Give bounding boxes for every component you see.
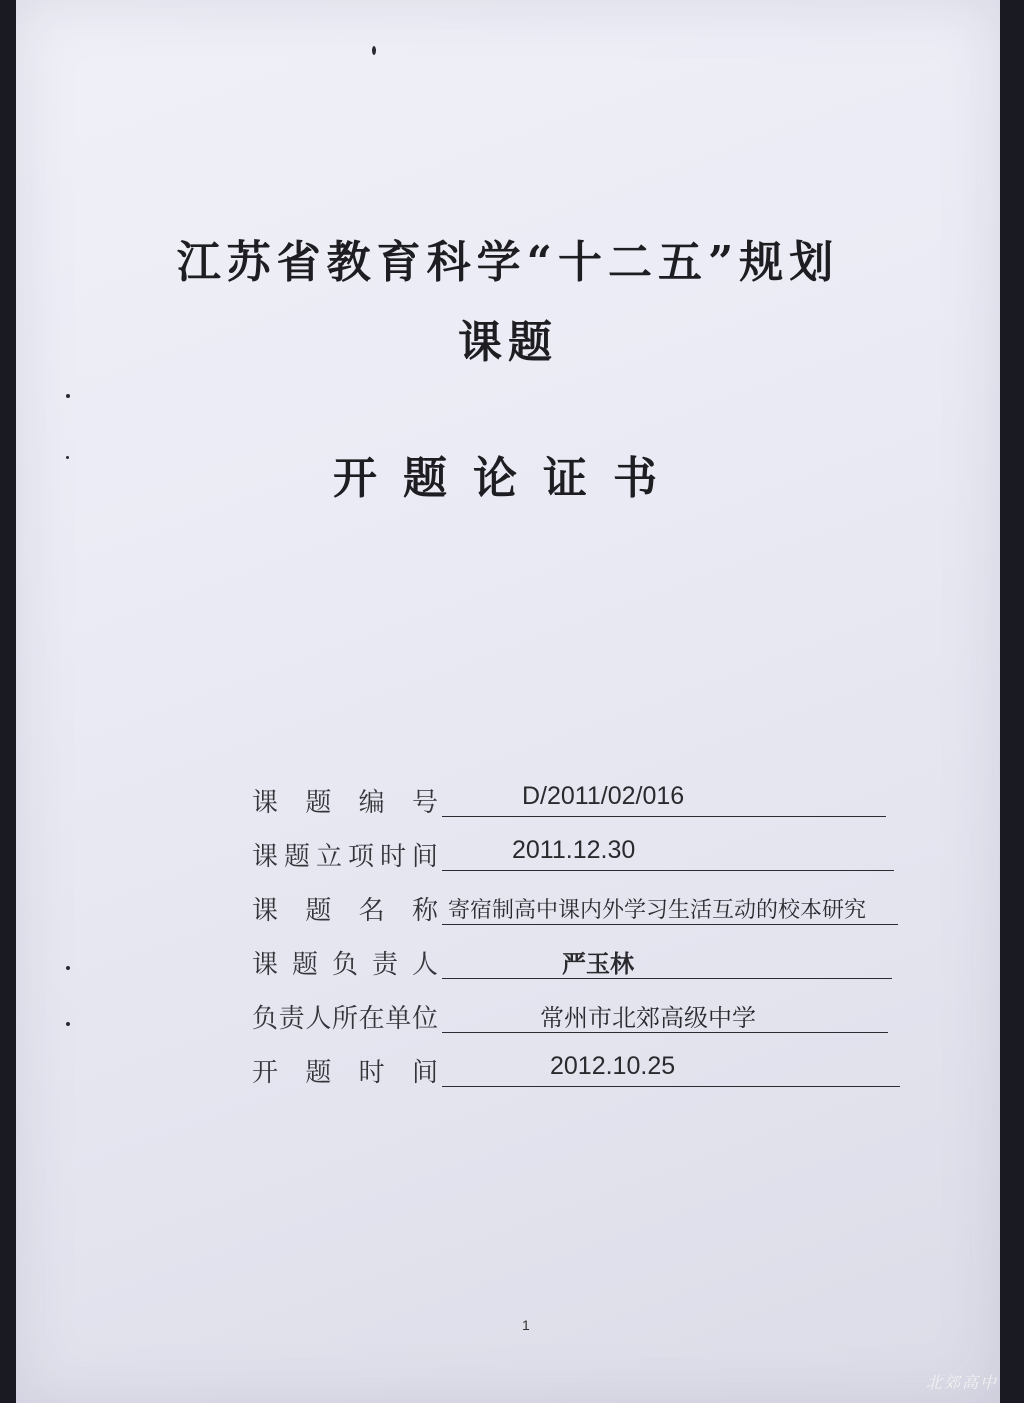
field-project-title [252, 888, 922, 942]
field-project-number [252, 780, 922, 834]
document-type-heading: 开题论证书 [333, 453, 683, 504]
page-number: 1 [522, 1317, 530, 1333]
paper-sheet [16, 0, 1000, 1403]
document-title: 江苏省教育科学“十二五”规划 [176, 237, 840, 288]
binding-mark [372, 46, 376, 55]
field-project-leader [252, 942, 922, 996]
binding-mark [66, 394, 70, 398]
field-label: 课 题 编 号 [252, 788, 438, 818]
field-value: D/2011/02/016 [522, 782, 685, 810]
field-value: 2011.12.30 [512, 836, 636, 864]
field-underline [442, 942, 892, 979]
field-label: 课 题 负 责 人 [252, 950, 438, 980]
field-value: 2012.10.25 [550, 1052, 676, 1080]
binding-mark [66, 966, 70, 970]
binding-mark [66, 1022, 70, 1026]
info-fields [252, 780, 922, 1104]
field-value: 常州市北郊高级中学 [540, 1004, 756, 1032]
field-leader-unit [252, 996, 922, 1050]
field-label: 课 题 名 称 [252, 896, 438, 926]
field-label: 课 题 立 项 时 间 [252, 842, 438, 872]
field-opening-date [252, 1050, 922, 1104]
watermark: 北郊高中 [926, 1373, 999, 1392]
field-underline [442, 834, 894, 871]
field-label: 开 题 时 间 [252, 1058, 438, 1088]
document-subtitle: 课题 [458, 317, 558, 368]
field-approval-date [252, 834, 922, 888]
field-value: 严玉林 [562, 949, 634, 978]
field-label: 负 责 人 所 在 单 位 [252, 1004, 438, 1034]
field-value: 寄宿制高中课内外学习生活互动的校本研究 [448, 898, 867, 923]
